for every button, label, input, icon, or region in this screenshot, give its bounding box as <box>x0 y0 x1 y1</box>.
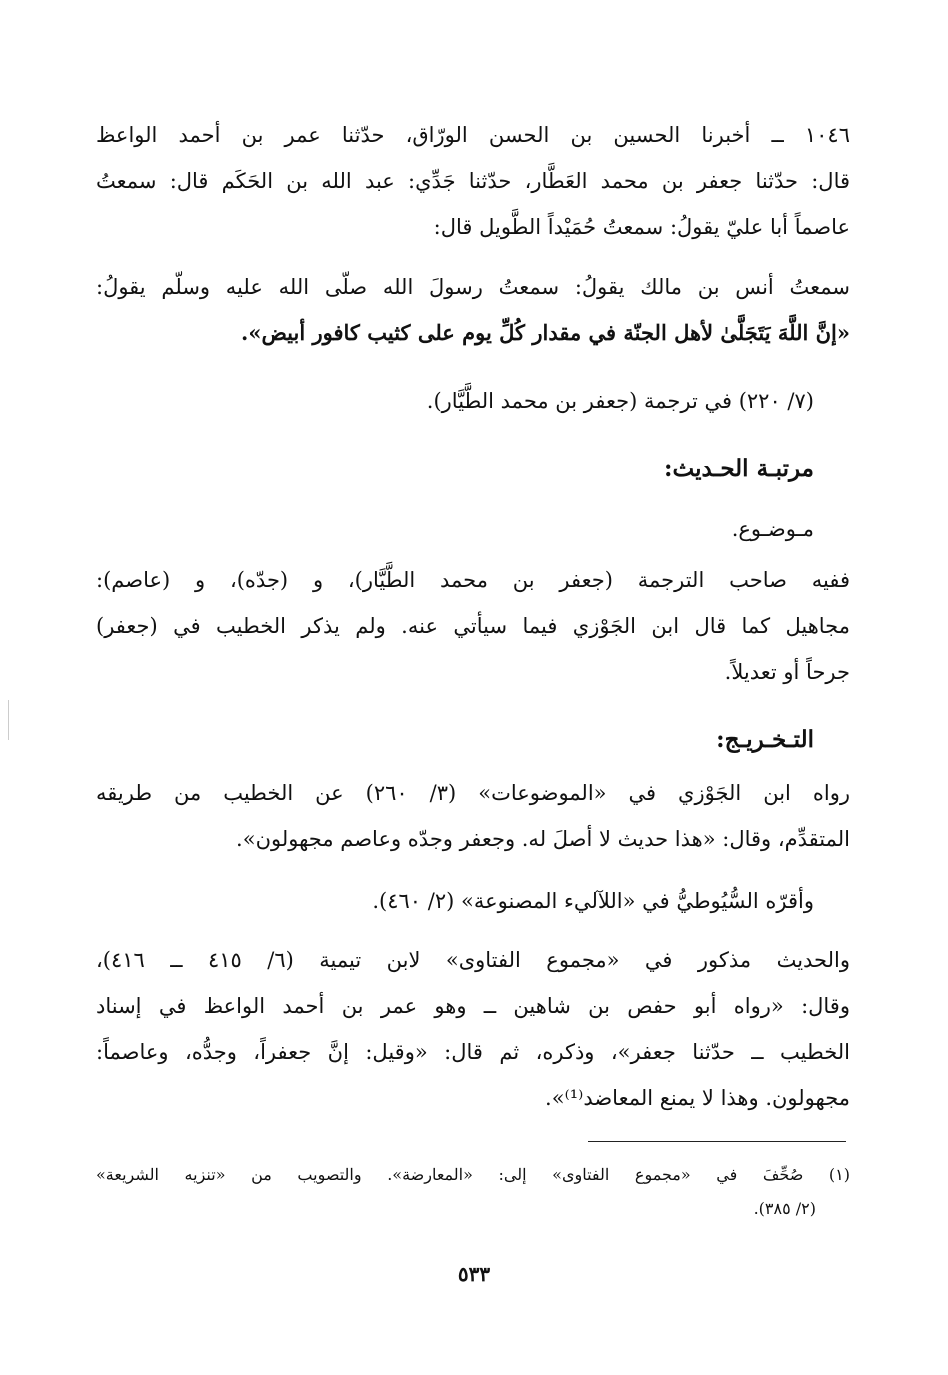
grade-explanation-line-2: مجاهيل كما قال ابن الجَوْزي فيما سيأتي عنه. ولم يذكر الخطيب في (جعفر) <box>96 614 850 638</box>
takhrij-p1-line-2: المتقدِّم، وقال: «هذا حديث لا أصلَ له. وجعفر وجدّه وعاصم مجهولون». <box>236 827 850 851</box>
isnad-line-2: قال: حدّثنا جعفر بن محمد العَطَّار، حدّثنا جَدِّي: عبد الله بن الحَكَم قال: سمعتُ <box>96 169 850 193</box>
footnote-line-2: (٢/ ٣٨٥). <box>753 1199 816 1218</box>
footnote-divider <box>588 1141 846 1142</box>
scan-edge-mark <box>8 700 9 740</box>
takhrij-p3-line-1: والحديث مذكور في «مجموع الفتاوى» لابن تيمية (٦/ ٤١٥ ــ ٤١٦)، <box>96 948 850 972</box>
takhrij-p1-line-1: رواه ابن الجَوْزي في «الموضوعات» (٣/ ٢٦٠) عن الخطيب من طريقه <box>96 781 850 805</box>
takhrij-p2-text: وأقرّه السُّيُوطيُّ في «اللآليء المصنوعة» (٢/ ٤٦٠). <box>372 889 814 913</box>
takhrij-paragraph-1 <box>96 770 850 862</box>
reference-line <box>96 378 850 424</box>
grade-heading: مرتبـة الحـديث: <box>664 455 814 482</box>
grade-explanation-line-1: ففيه صاحب الترجمة (جعفر بن محمد الطَّيَّار)، و (جدّه)، و (عاصم): <box>96 568 850 592</box>
takhrij-p3-line-3: الخطيب ــ حدّثنا جعفر»، وذكره، ثم قال: «وقيل: إنَّ جعفراً، وجدُّه، وعاصماً: <box>96 1040 850 1064</box>
hadith-isnad-paragraph <box>96 112 850 250</box>
isnad-line-3: عاصماً أبا عليّ يقولُ: سمعتُ حُمَيْداً الطَّويل قال: <box>433 215 850 239</box>
takhrij-p3-line-4: مجهولون. وهذا لا يمنع المعاضد⁽¹⁾». <box>545 1086 850 1110</box>
isnad-line-1: ١٠٤٦ ــ أخبرنا الحسين بن الحسن الورّاق، حدّثنا عمر بن أحمد الواعظ <box>96 123 850 147</box>
matn-line-1: سمعتُ أنس بن مالك يقولُ: سمعتُ رسولَ الله صلّى الله عليه وسلّم يقولُ: <box>96 275 850 299</box>
grade-explanation-line-3: جرحاً أو تعديلاً. <box>724 660 850 684</box>
takhrij-paragraph-2 <box>96 878 850 924</box>
grade-explanation-paragraph <box>96 557 850 695</box>
page-number: ٥٣٣ <box>457 1262 491 1286</box>
takhrij-heading: التـخـريـج: <box>716 726 814 753</box>
reference-text: (٧/ ٢٢٠) في ترجمة (جعفر بن محمد الطَّيَّار). <box>426 389 814 413</box>
takhrij-paragraph-3 <box>96 937 850 1121</box>
grade-value-line <box>96 506 850 552</box>
footnote-line-1: (١) صُحِّفَ في «مجموع الفتاوى» إلى: «المعارضة». والتصويب من «تنزيه الشريعة» <box>96 1165 850 1184</box>
matn-line-2: «إنَّ اللَّهَ يَتَجَلَّىٰ لأهل الجنّة في مقدار كُلِّ يوم على كثيب كافور أبيض». <box>241 320 850 345</box>
hadith-matn-paragraph <box>96 264 850 356</box>
grade-value: مـوضـوع. <box>731 517 814 541</box>
takhrij-p3-line-2: وقال: «رواه أبو حفص بن شاهين ــ وهو عمر بن أحمد الواعظ في إسناد <box>96 994 850 1018</box>
footnote <box>96 1158 850 1226</box>
